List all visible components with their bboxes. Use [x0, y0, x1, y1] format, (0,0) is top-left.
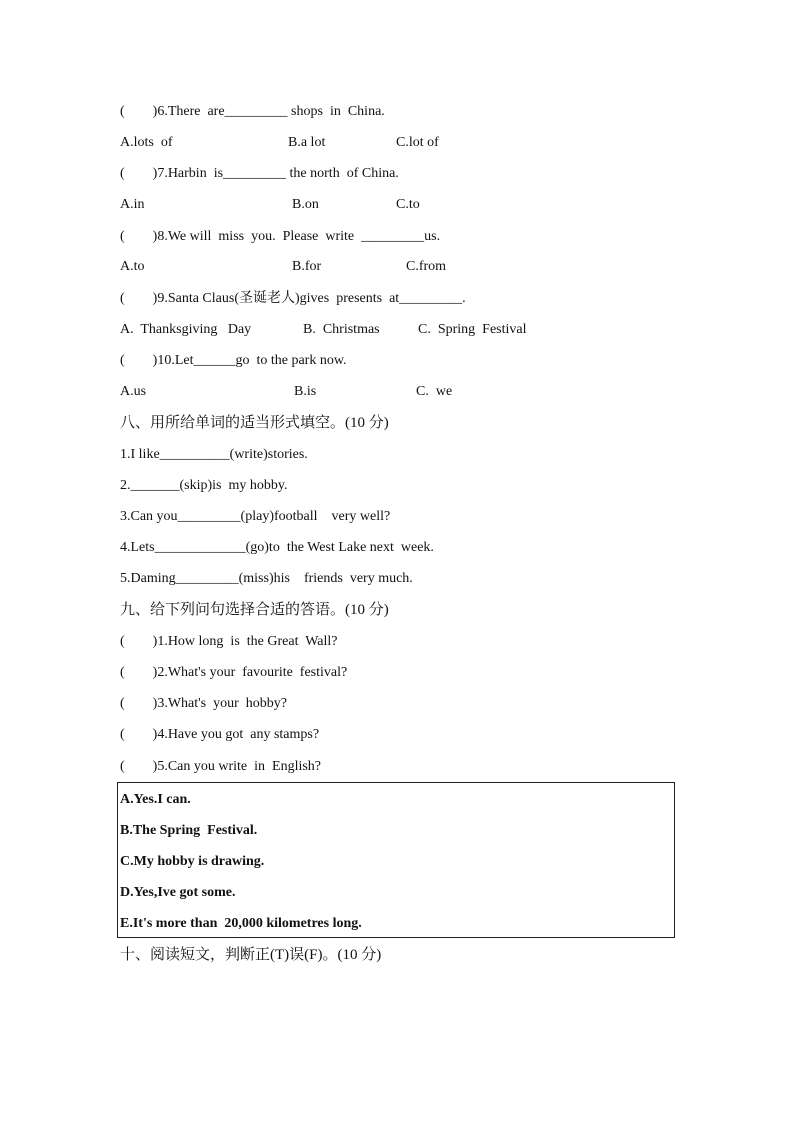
section-8-item-1: 1.I like__________(write)stories.: [120, 447, 308, 462]
question-7-option-c: C.to: [396, 197, 420, 212]
question-6-option-c: C.lot of: [396, 135, 439, 150]
question-7-option-b: B.on: [292, 197, 319, 212]
question-7-stem: ( )7.Harbin is_________ the north of China.: [120, 166, 399, 181]
section-9-question-1: ( )1.How long is the Great Wall?: [120, 634, 338, 649]
section-8-item-2: 2._______(skip)is my hobby.: [120, 478, 288, 493]
section-8-item-4: 4.Lets_____________(go)to the West Lake next week.: [120, 540, 434, 555]
question-6-option-b: B.a lot: [288, 135, 326, 150]
question-9-option-c: C. Spring Festival: [418, 322, 527, 337]
question-6-stem: ( )6.There are_________ shops in China.: [120, 104, 385, 119]
answer-b: B.The Spring Festival.: [120, 823, 258, 838]
question-7-option-a: A.in: [120, 197, 145, 212]
answer-c: C.My hobby is drawing.: [120, 854, 265, 869]
section-9-question-3: ( )3.What's your hobby?: [120, 696, 287, 711]
question-10-option-c: C. we: [416, 384, 453, 399]
section-8-title: 八、用所给单词的适当形式填空。(10 分): [120, 415, 389, 431]
section-9-title: 九、给下列问句选择合适的答语。(10 分): [120, 602, 389, 618]
section-8-item-3: 3.Can you_________(play)football very well?: [120, 509, 391, 524]
answer-e: E.It's more than 20,000 kilometres long.: [120, 916, 362, 931]
section-8-item-5: 5.Daming_________(miss)his friends very much.: [120, 571, 413, 586]
question-10-option-b: B.is: [294, 384, 317, 399]
section-9-question-2: ( )2.What's your favourite festival?: [120, 665, 348, 680]
section-9-question-4: ( )4.Have you got any stamps?: [120, 727, 320, 742]
question-9-option-a: A. Thanksgiving Day: [120, 322, 252, 337]
answer-d: D.Yes,Ive got some.: [120, 885, 236, 900]
question-10-stem: ( )10.Let______go to the park now.: [120, 353, 347, 368]
question-10-option-a: A.us: [120, 384, 147, 399]
question-9-option-b: B. Christmas: [303, 322, 380, 337]
question-8-stem: ( )8.We will miss you. Please write _________us.: [120, 229, 441, 244]
question-9-stem: ( )9.Santa Claus(圣诞老人)gives presents at_________.: [120, 291, 466, 306]
answer-a: A.Yes.I can.: [120, 792, 191, 807]
answer-box: [117, 782, 675, 938]
question-6-option-a: A.lots of: [120, 135, 173, 150]
question-8-option-b: B.for: [292, 259, 322, 274]
section-9-question-5: ( )5.Can you write in English?: [120, 759, 322, 774]
question-8-option-a: A.to: [120, 259, 145, 274]
section-10-title: 十、阅读短文，判断正(T)误(F)。(10 分): [120, 947, 382, 963]
question-8-option-c: C.from: [406, 259, 447, 274]
